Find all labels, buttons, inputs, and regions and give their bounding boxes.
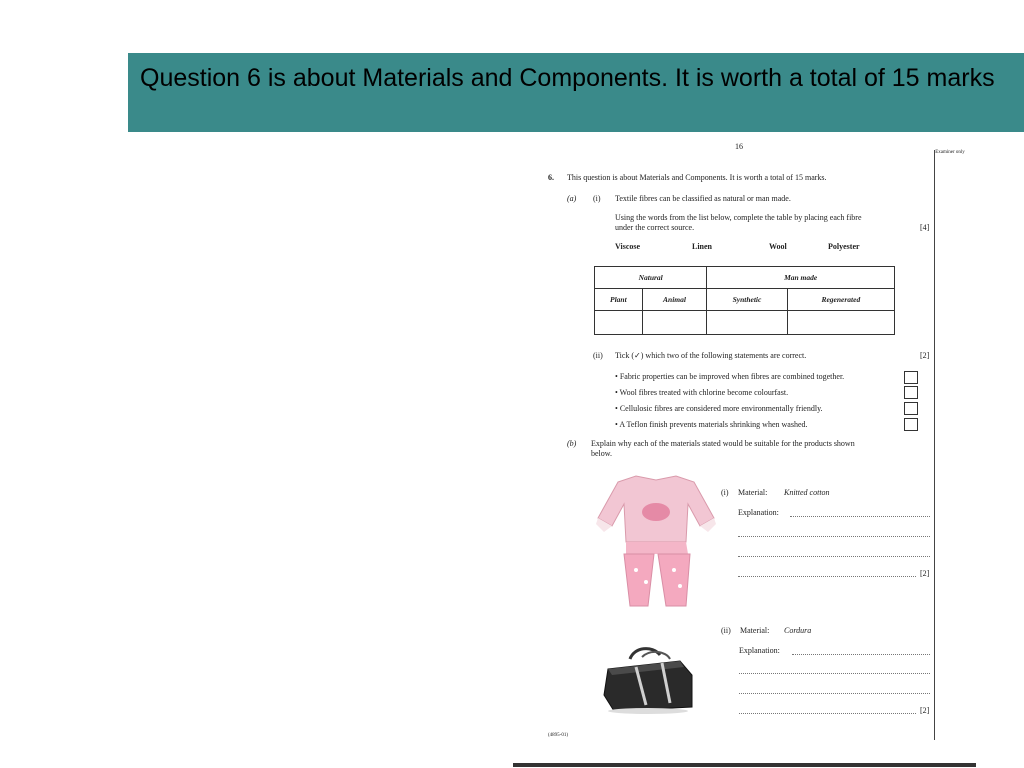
b-ii-answer-line-4[interactable]	[739, 713, 916, 714]
part-a-label: (a)	[567, 194, 577, 203]
word-polyester: Polyester	[828, 242, 860, 251]
subheader-animal: Animal	[642, 289, 707, 311]
b-i-answer-line-4[interactable]	[738, 576, 916, 577]
b-i-material-label: Material:	[738, 488, 768, 497]
word-linen: Linen	[692, 242, 713, 251]
b-i-answer-line-2[interactable]	[738, 536, 930, 537]
b-ii-answer-line-1[interactable]	[792, 654, 930, 655]
header-man-made: Man made	[707, 267, 895, 289]
b-ii-answer-line-3[interactable]	[739, 693, 930, 694]
a-ii-label: (ii)	[593, 351, 603, 360]
tickbox-2[interactable]	[904, 386, 918, 399]
b-i-answer-line-1[interactable]	[790, 516, 930, 517]
answer-cell-regenerated[interactable]	[787, 311, 894, 335]
a-i-instruction-2: under the correct source.	[615, 223, 695, 232]
b-i-answer-line-3[interactable]	[738, 556, 930, 557]
statement-3: • Cellulosic fibres are considered more environmentally friendly.	[615, 404, 823, 413]
tickbox-3[interactable]	[904, 402, 918, 415]
b-i-label: (i)	[721, 488, 729, 497]
tickbox-4[interactable]	[904, 418, 918, 431]
tickbox-1[interactable]	[904, 371, 918, 384]
pyjamas-photo	[596, 470, 716, 612]
footer-code: (4895-01)	[548, 733, 568, 738]
b-ii-explanation-label: Explanation:	[739, 646, 780, 655]
b-ii-material-label: Material:	[740, 626, 770, 635]
sports-bag-photo	[600, 645, 700, 715]
a-i-marks: [4]	[920, 223, 930, 232]
exam-paper	[540, 140, 965, 750]
a-i-instruction-1: Using the words from the list below, complete the table by placing each fibre	[615, 213, 862, 222]
header-natural: Natural	[595, 267, 707, 289]
answer-cell-plant[interactable]	[595, 311, 643, 335]
question-number: 6.	[548, 173, 554, 182]
slide-title: Question 6 is about Materials and Components. It is worth a total of 15 marks	[140, 64, 995, 92]
b-i-explanation-label: Explanation:	[738, 508, 779, 517]
a-ii-marks: [2]	[920, 351, 930, 360]
examiner-only-label: Examiner only	[935, 150, 965, 155]
subheader-plant: Plant	[595, 289, 643, 311]
a-i-label: (i)	[593, 194, 601, 203]
subheader-synthetic: Synthetic	[707, 289, 787, 311]
a-i-text: Textile fibres can be classified as natural or man made.	[615, 194, 791, 203]
answer-cell-synthetic[interactable]	[707, 311, 787, 335]
b-ii-material: Cordura	[784, 626, 812, 635]
b-ii-answer-line-2[interactable]	[739, 673, 930, 674]
subheader-regenerated: Regenerated	[787, 289, 894, 311]
fibre-table	[594, 266, 895, 335]
b-text-2: below.	[591, 449, 613, 458]
part-b-label: (b)	[567, 439, 577, 448]
statement-1: • Fabric properties can be improved when fibres are combined together.	[615, 372, 844, 381]
slide-title-bar	[128, 53, 1024, 132]
question-intro: This question is about Materials and Components. It is worth a total of 15 marks.	[567, 173, 827, 182]
answer-cell-animal[interactable]	[642, 311, 707, 335]
statement-2: • Wool fibres treated with chlorine become colourfast.	[615, 388, 788, 397]
bottom-rule	[513, 763, 976, 767]
b-ii-label: (ii)	[721, 626, 731, 635]
word-wool: Wool	[769, 242, 787, 251]
page-number: 16	[735, 142, 743, 151]
word-viscose: Viscose	[615, 242, 641, 251]
b-i-material: Knitted cotton	[784, 488, 830, 497]
statement-4: • A Teflon finish prevents materials shrinking when washed.	[615, 420, 808, 429]
margin-line	[934, 150, 935, 740]
a-ii-text: Tick (✓) which two of the following statements are correct.	[615, 351, 807, 360]
b-text-1: Explain why each of the materials stated would be suitable for the products shown	[591, 439, 855, 448]
b-i-marks: [2]	[920, 569, 930, 578]
b-ii-marks: [2]	[920, 706, 930, 715]
